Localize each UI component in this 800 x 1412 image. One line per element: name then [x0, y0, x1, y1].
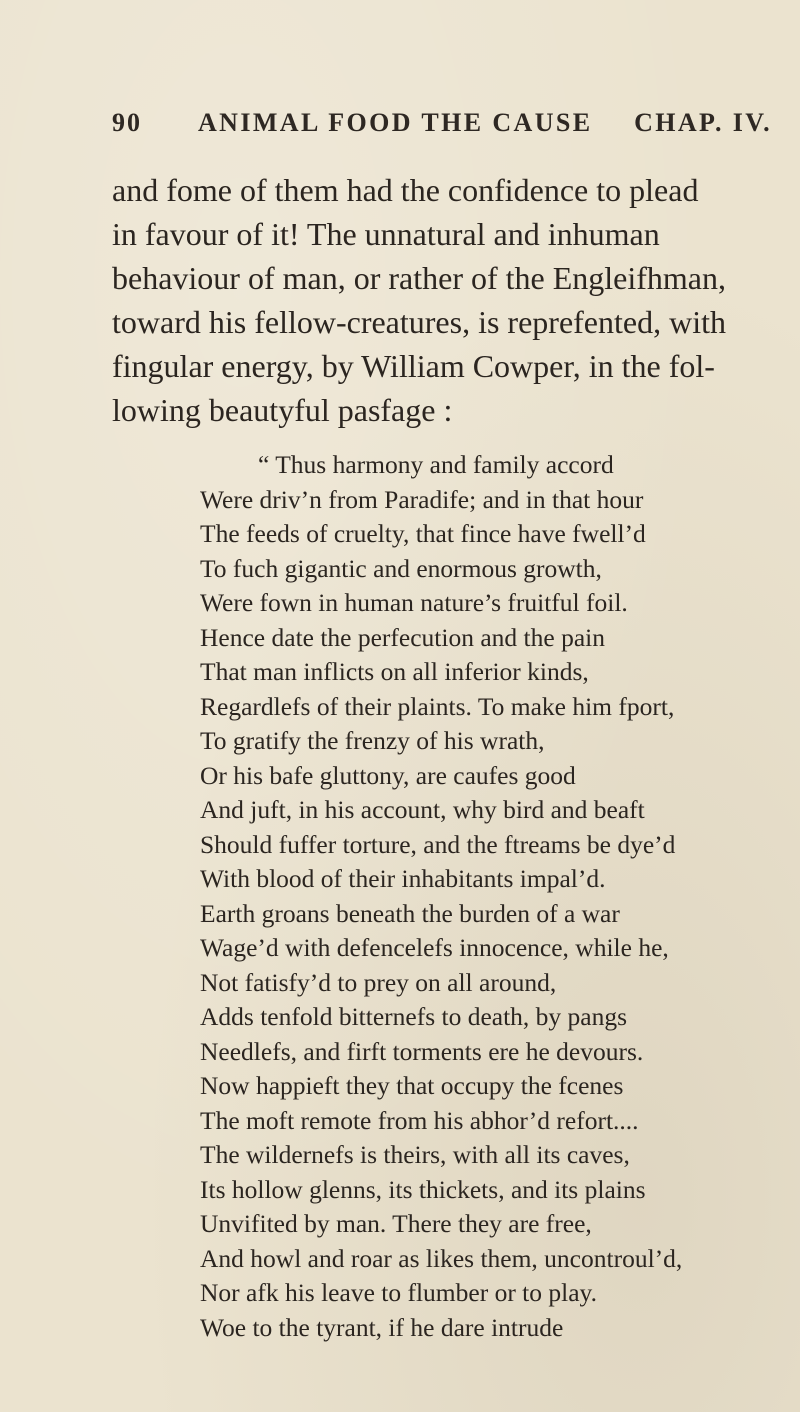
- prose-paragraph: [112, 168, 792, 432]
- verse-line: Earth groans beneath the burden of a war: [200, 898, 620, 928]
- verse-line: The feeds of cruelty, that fince have fwell’d: [200, 519, 646, 548]
- page-number: 90: [112, 108, 142, 137]
- verse-line: Were driv’n from Paradife; and in that hour: [200, 484, 644, 514]
- running-head: [112, 108, 772, 148]
- verse-line: Should fuffer torture, and the ftreams be dye’d: [200, 829, 676, 859]
- verse-line: Needlefs, and firft torments ere he devours.: [200, 1036, 644, 1066]
- verse-line: Were fown in human nature’s fruitful foil.: [200, 588, 628, 617]
- chapter-label: CHAP. IV.: [634, 108, 772, 137]
- prose-line: behaviour of man, or rather of the Engleifhman,: [112, 260, 726, 296]
- prose-line: lowing beautyful pasfage :: [112, 392, 453, 428]
- verse-line: Or his bafe gluttony, are caufes good: [200, 760, 576, 790]
- verse-line: Nor afk his leave to flumber or to play.: [200, 1278, 598, 1307]
- verse-line: With blood of their inhabitants impal’d.: [200, 864, 606, 893]
- verse-quotation: [200, 448, 780, 1345]
- verse-line: That man inflicts on all inferior kinds,: [200, 657, 589, 686]
- verse-line: Wage’d with defencelefs innocence, while he,: [200, 933, 669, 962]
- prose-line: in favour of it! The unnatural and inhuman: [112, 216, 660, 252]
- verse-line: Now happieft they that occupy the fcenes: [200, 1071, 624, 1100]
- verse-line: To gratify the frenzy of his wrath,: [200, 726, 545, 755]
- verse-line: Woe to the tyrant, if he dare intrude: [200, 1312, 564, 1342]
- verse-line: Regardlefs of their plaints. To make him fport,: [200, 691, 675, 721]
- verse-line: Its hollow glenns, its thickets, and its plains: [200, 1174, 646, 1204]
- prose-line: fingular energy, by William Cowper, in the fol-: [112, 348, 715, 384]
- verse-line: Not fatisfy’d to prey on all around,: [200, 967, 557, 997]
- verse-line: And juft, in his account, why bird and beaft: [200, 795, 645, 824]
- verse-line: The wildernefs is theirs, with all its caves,: [200, 1140, 630, 1169]
- verse-line: And howl and roar as likes them, uncontroul’d,: [200, 1243, 683, 1273]
- verse-line: “ Thus harmony and family accord: [258, 450, 614, 479]
- prose-line: and fome of them had the confidence to plead: [112, 172, 699, 208]
- verse-line: Unvifited by man. There they are free,: [200, 1209, 592, 1238]
- verse-line: Hence date the perfecution and the pain: [200, 622, 605, 652]
- verse-line: To fuch gigantic and enormous growth,: [200, 553, 602, 583]
- verse-line: The moft remote from his abhor’d refort....: [200, 1105, 639, 1135]
- running-title: ANIMAL FOOD THE CAUSE: [198, 108, 593, 137]
- verse-line: Adds tenfold bitternefs to death, by pangs: [200, 1002, 628, 1031]
- prose-line: toward his fellow-creatures, is reprefented, with: [112, 304, 726, 340]
